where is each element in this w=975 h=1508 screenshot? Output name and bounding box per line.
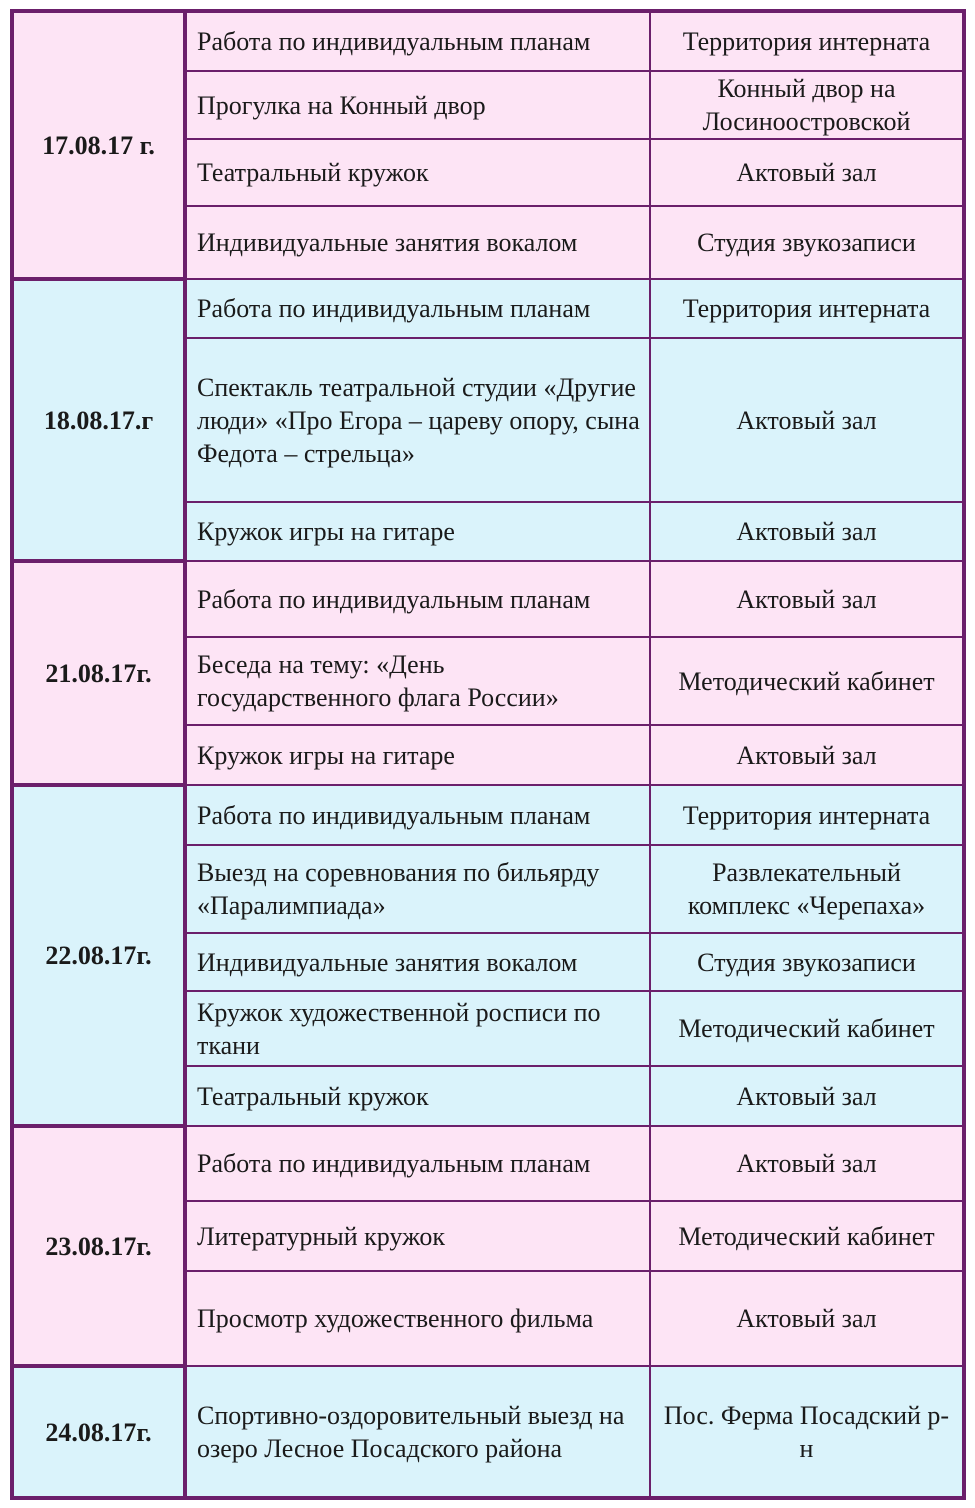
activity-cell: Работа по индивидуальным планам <box>185 561 650 637</box>
location-cell: Актовый зал <box>650 139 964 206</box>
activity-cell: Кружок игры на гитаре <box>185 502 650 561</box>
location-cell: Студия звукозаписи <box>650 933 964 991</box>
date-cell: 18.08.17.г <box>12 279 185 561</box>
location-cell: Методический кабинет <box>650 1201 964 1271</box>
location-cell: Территория интерната <box>650 785 964 845</box>
schedule-row <box>12 1126 964 1201</box>
activity-cell: Индивидуальные занятия вокалом <box>185 206 650 279</box>
activity-cell: Беседа на тему: «День государственного флага России» <box>185 637 650 725</box>
date-cell: 17.08.17 г. <box>12 11 185 279</box>
location-cell: Актовый зал <box>650 1066 964 1126</box>
activity-cell: Индивидуальные занятия вокалом <box>185 933 650 991</box>
location-cell: Территория интерната <box>650 279 964 338</box>
date-cell: 24.08.17г. <box>12 1366 185 1498</box>
schedule-body <box>12 11 964 1498</box>
activity-cell: Театральный кружок <box>185 1066 650 1126</box>
activity-cell: Литературный кружок <box>185 1201 650 1271</box>
location-cell: Развлекательный комплекс «Черепаха» <box>650 845 964 933</box>
activity-cell: Театральный кружок <box>185 139 650 206</box>
location-cell: Актовый зал <box>650 561 964 637</box>
schedule-table <box>10 9 966 1500</box>
activity-cell: Кружок игры на гитаре <box>185 725 650 785</box>
schedule-row <box>12 561 964 637</box>
activity-cell: Спектакль театральной студии «Другие люди» «Про Егора – цареву опору, сына Федота – стрельца» <box>185 338 650 502</box>
activity-cell: Кружок художественной росписи по ткани <box>185 991 650 1066</box>
schedule-row <box>12 279 964 338</box>
date-cell: 21.08.17г. <box>12 561 185 785</box>
activity-cell: Просмотр художественного фильма <box>185 1271 650 1366</box>
activity-cell: Работа по индивидуальным планам <box>185 1126 650 1201</box>
date-cell: 23.08.17г. <box>12 1126 185 1366</box>
location-cell: Актовый зал <box>650 502 964 561</box>
date-cell: 22.08.17г. <box>12 785 185 1126</box>
location-cell: Актовый зал <box>650 725 964 785</box>
schedule-row <box>12 785 964 845</box>
activity-cell: Прогулка на Конный двор <box>185 71 650 139</box>
location-cell: Методический кабинет <box>650 637 964 725</box>
location-cell: Конный двор на Лосиноостровской <box>650 71 964 139</box>
location-cell: Методический кабинет <box>650 991 964 1066</box>
location-cell: Актовый зал <box>650 1271 964 1366</box>
activity-cell: Выезд на соревнования по бильярду «Паралимпиада» <box>185 845 650 933</box>
activity-cell: Работа по индивидуальным планам <box>185 279 650 338</box>
activity-cell: Работа по индивидуальным планам <box>185 785 650 845</box>
location-cell: Студия звукозаписи <box>650 206 964 279</box>
location-cell: Актовый зал <box>650 338 964 502</box>
activity-cell: Работа по индивидуальным планам <box>185 11 650 71</box>
location-cell: Территория интерната <box>650 11 964 71</box>
schedule-row <box>12 11 964 71</box>
schedule-row <box>12 1366 964 1498</box>
location-cell: Пос. Ферма Посадский р-н <box>650 1366 964 1498</box>
location-cell: Актовый зал <box>650 1126 964 1201</box>
activity-cell: Спортивно-оздоровительный выезд на озеро Лесное Посадского района <box>185 1366 650 1498</box>
